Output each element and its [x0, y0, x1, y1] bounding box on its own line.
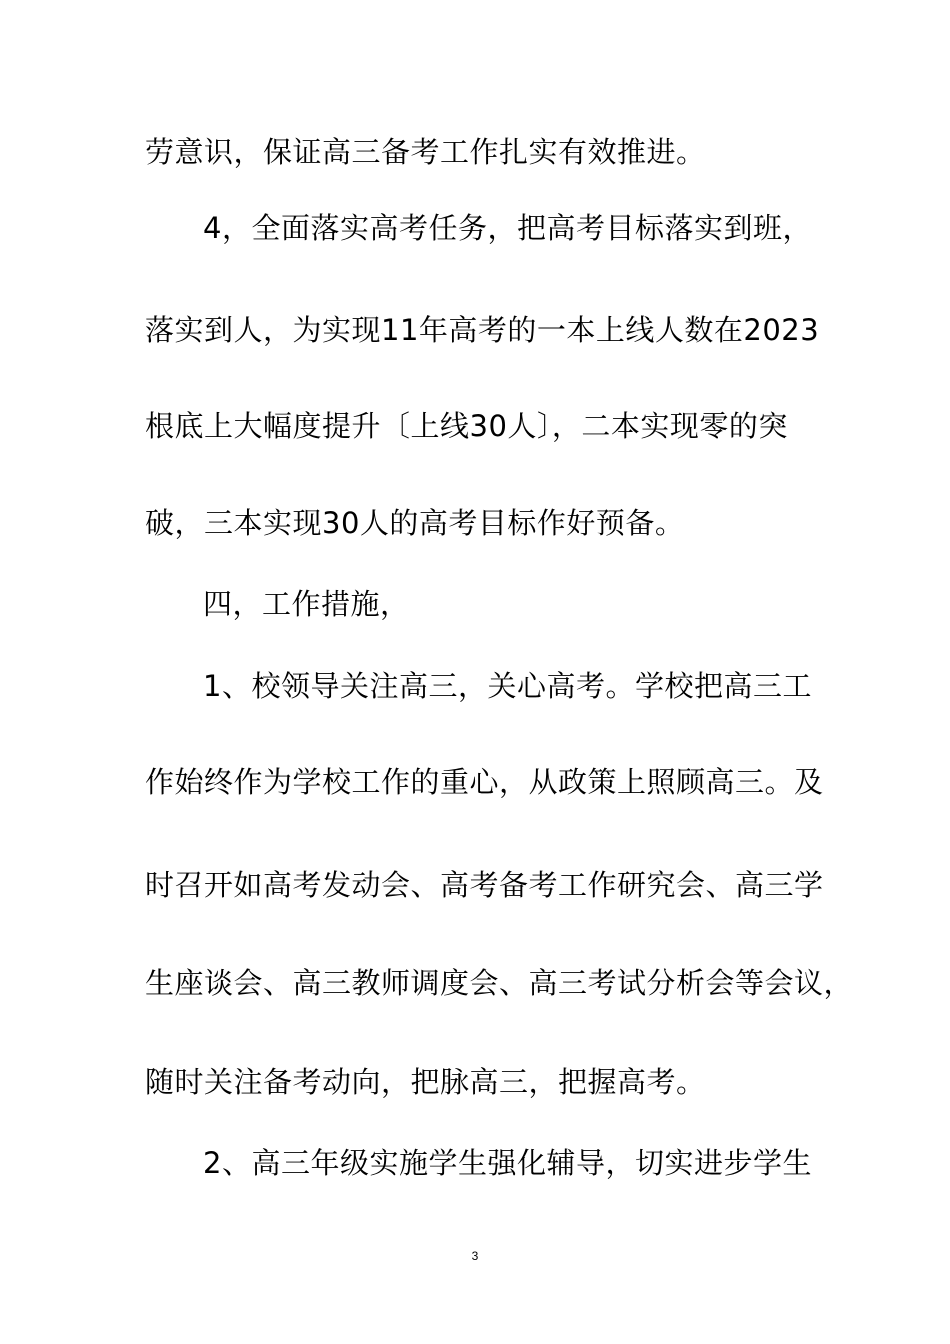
text-line: 2、高三年级实施学生强化辅导，切实进步学生 — [203, 1146, 812, 1180]
page-number: 3 — [471, 1249, 479, 1263]
text-line: 4，全面落实高考任务，把高考目标落实到班， — [203, 211, 812, 245]
section-heading: 四，工作措施， — [203, 587, 410, 621]
text-line: 落实到人，为实现11年高考的一本上线人数在2023 — [145, 313, 820, 347]
text-line: 随时关注备考动向，把脉高三，把握高考。 — [145, 1065, 706, 1099]
text-line: 劳意识，保证高三备考工作扎实有效推进。 — [145, 135, 706, 169]
text-line: 时召开如高考发动会、高考备考工作研究会、高三学 — [145, 868, 824, 902]
text-line: 1、校领导关注高三，关心高考。学校把高三工 — [203, 669, 812, 703]
text-line: 破，三本实现30人的高考目标作好预备。 — [145, 506, 685, 540]
text-line: 作始终作为学校工作的重心，从政策上照顾高三。及 — [145, 765, 824, 799]
text-line: 生座谈会、高三教师调度会、高三考试分析会等会议， — [145, 966, 854, 1000]
text-line: 根底上大幅度提升〔上线30人〕，二本实现零的突 — [145, 409, 788, 443]
